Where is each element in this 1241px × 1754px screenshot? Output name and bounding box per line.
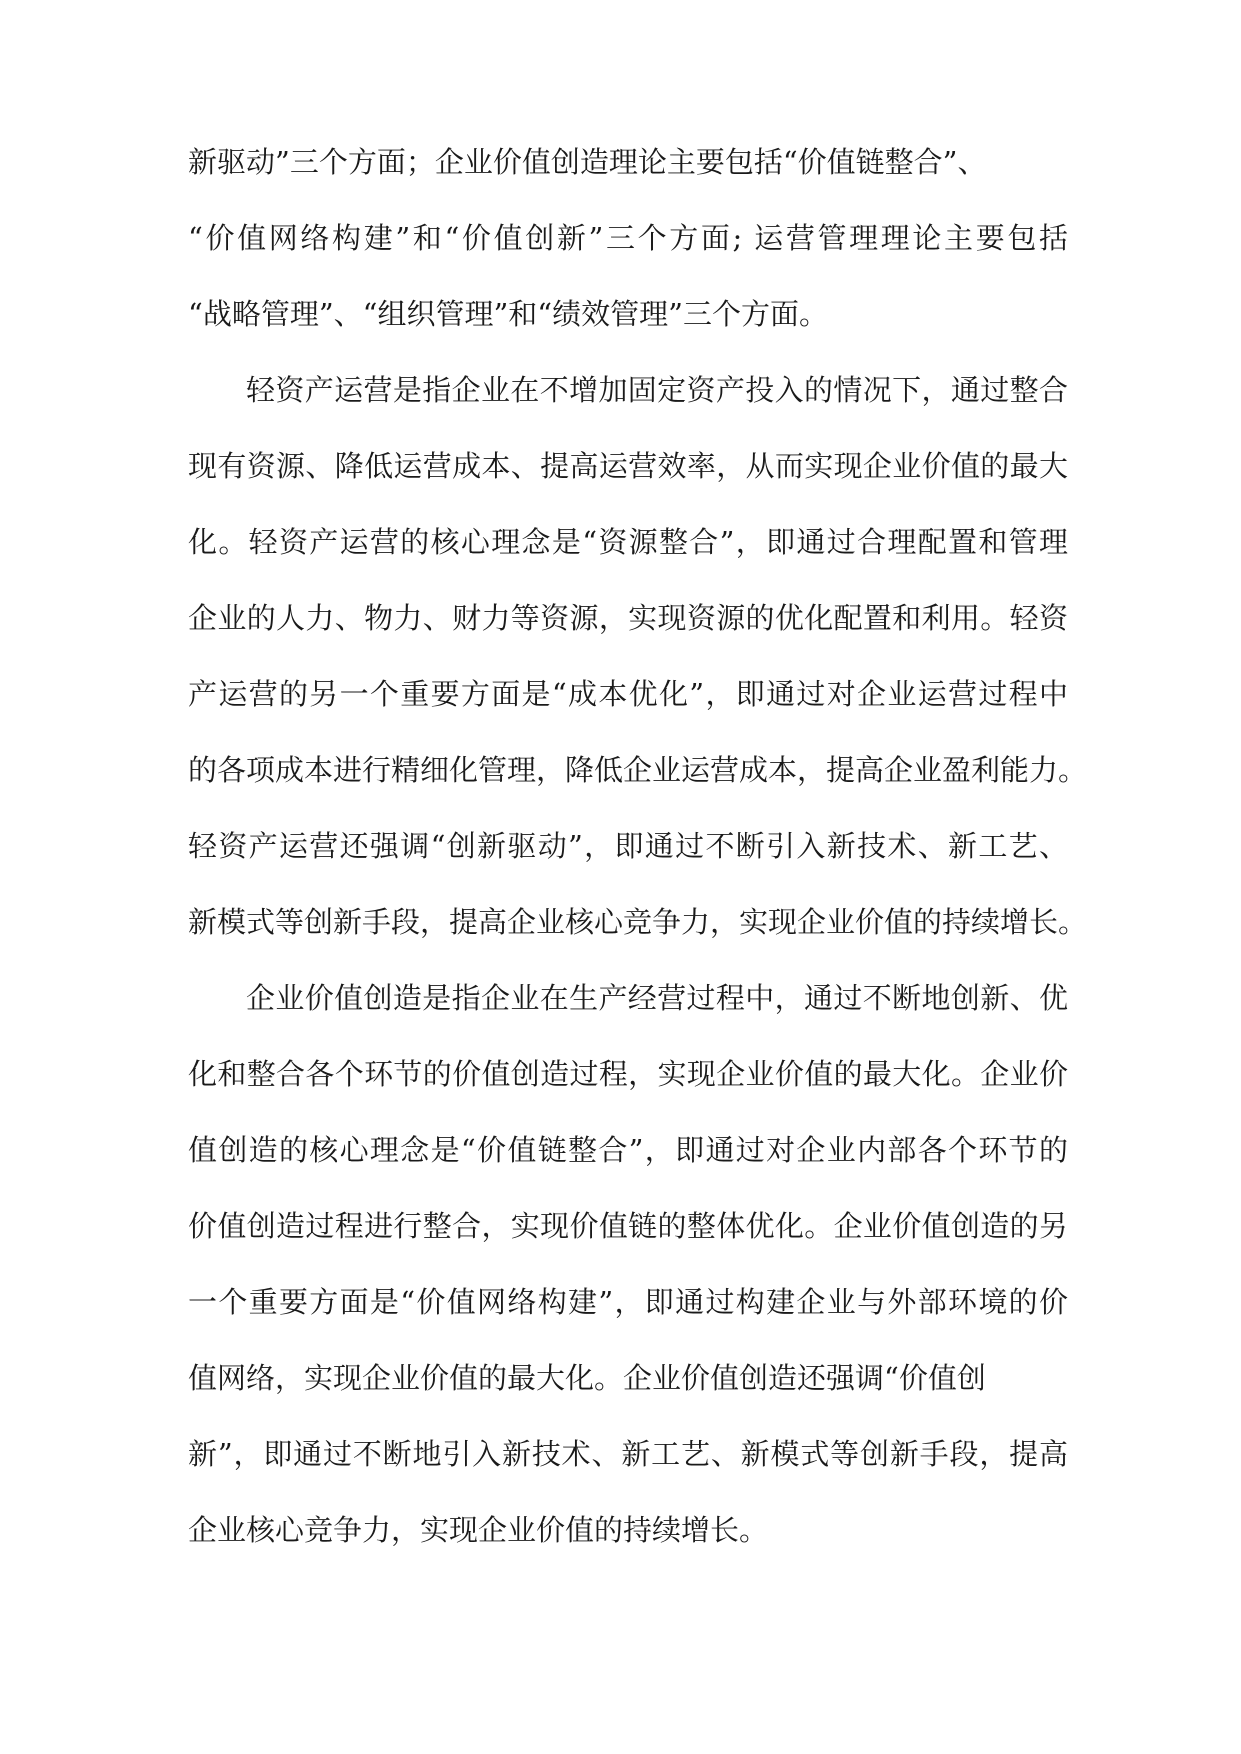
body-text: [188, 140, 1088, 1584]
text-line: 产运营的另一个重要方面是“成本优化”，即通过对企业运营过程中: [188, 677, 1068, 711]
text-line: 新驱动”三个方面；企业价值创造理论主要包括“价值链整合”、: [188, 145, 987, 179]
text-line: 一个重要方面是“价值网络构建”，即通过构建企业与外部环境的价: [188, 1285, 1068, 1319]
text-line: 化和整合各个环节的价值创造过程，实现企业价值的最大化。企业价: [188, 1057, 1068, 1091]
text-line: 现有资源、降低运营成本、提高运营效率，从而实现企业价值的最大: [188, 449, 1068, 483]
paragraph-first-line: 轻资产运营是指企业在不增加固定资产投入的情况下，通过整合: [246, 373, 1068, 407]
text-line: 值网络，实现企业价值的最大化。企业价值创造还强调“价值创: [188, 1361, 986, 1395]
text-line: “战略管理”、“组织管理”和“绩效管理”三个方面。: [188, 297, 828, 331]
text-line: 企业核心竞争力，实现企业价值的持续增长。: [188, 1513, 769, 1547]
paragraph-first-line: 企业价值创造是指企业在生产经营过程中，通过不断地创新、优: [246, 981, 1068, 1015]
text-line: 化。轻资产运营的核心理念是“资源整合”，即通过合理配置和管理: [188, 525, 1068, 559]
text-line: 新模式等创新手段，提高企业核心竞争力，实现企业价值的持续增长。: [188, 905, 1088, 939]
text-line: 值创造的核心理念是“价值链整合”，即通过对企业内部各个环节的: [188, 1133, 1068, 1167]
text-line: “价值网络构建”和“价值创新”三个方面; 运营管理理论主要包括: [188, 221, 1068, 255]
text-line: 价值创造过程进行整合，实现价值链的整体优化。企业价值创造的另: [188, 1209, 1068, 1243]
text-line: 的各项成本进行精细化管理，降低企业运营成本，提高企业盈利能力。: [188, 753, 1088, 787]
text-line: 企业的人力、物力、财力等资源，实现资源的优化配置和利用。轻资: [188, 601, 1068, 635]
text-line: 新”，即通过不断地引入新技术、新工艺、新模式等创新手段，提高: [188, 1437, 1068, 1471]
text-line: 轻资产运营还强调“创新驱动”，即通过不断引入新技术、新工艺、: [188, 829, 1068, 863]
